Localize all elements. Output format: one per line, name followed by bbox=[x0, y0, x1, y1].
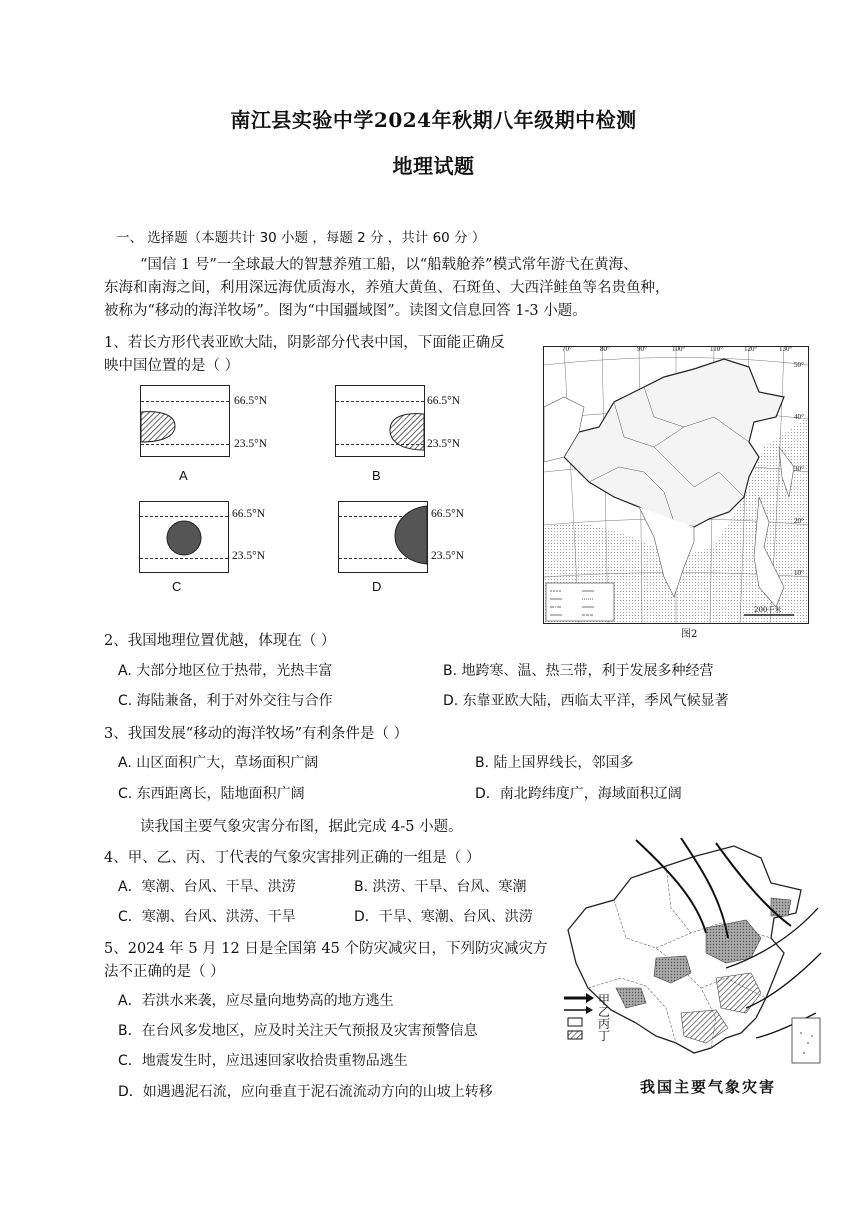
q3-option-b: B. 陆上国界线长，邻国多 bbox=[475, 755, 634, 771]
option-b-lat-south: 23.5°N bbox=[427, 438, 461, 450]
map-right-tick-40: 40° bbox=[794, 413, 804, 421]
q5-stem-line-2: 法不正确的是（ ） bbox=[104, 964, 225, 980]
q5-option-d: D．如遇遇泥石流，应向垂直于泥石流流动方向的山坡上转移 bbox=[118, 1084, 493, 1100]
q2-option-b: B. 地跨寒、温、热三带，利于发展多种经营 bbox=[443, 663, 714, 679]
option-d-lat-south: 23.5°N bbox=[431, 550, 465, 562]
q5-option-c: C．地震发生时，应迅速回家收拾贵重物品逃生 bbox=[118, 1053, 408, 1069]
map-top-tick-100: 100° bbox=[672, 346, 686, 353]
weather-disaster-map bbox=[556, 838, 826, 1078]
map-right-tick-10: 10° bbox=[794, 569, 804, 577]
q2-option-c: C. 海陆兼备，利于对外交往与合作 bbox=[118, 693, 333, 709]
map-scale-label: 200千米 bbox=[754, 606, 782, 614]
q3-option-a: A. 山区面积广大，草场面积广阔 bbox=[118, 755, 319, 771]
q5-stem-line-1: 5、2024 年 5 月 12 日是全国第 45 个防灾减灾日，下列防灾减灾方 bbox=[104, 941, 548, 957]
q2-stem: 2、我国地理位置优越，体现在（ ） bbox=[104, 633, 336, 649]
option-c-label: C bbox=[172, 579, 182, 594]
q2-option-d: D. 东靠亚欧大陆，西临太平洋，季风气候显著 bbox=[443, 693, 729, 709]
q3-stem: 3、我国发展“移动的海洋牧场”有利条件是（ ） bbox=[104, 726, 409, 742]
option-c-lat-north: 66.5°N bbox=[232, 508, 266, 520]
legend-bing: 丙 bbox=[598, 1017, 611, 1031]
option-a-lat-north: 66.5°N bbox=[234, 395, 268, 407]
q3-option-d: D．南北跨纬度广，海域面积辽阔 bbox=[475, 786, 682, 802]
q1-stem-line-2: 映中国位置的是（ ） bbox=[104, 358, 240, 374]
page-subtitle: 地理试题 bbox=[392, 154, 475, 178]
option-a-china-shape bbox=[141, 386, 229, 456]
option-b-label: B bbox=[372, 468, 381, 483]
page-title: 南江县实验中学2024年秋期八年级期中检测 bbox=[230, 108, 637, 132]
disaster-map-drawing bbox=[556, 838, 826, 1078]
intro-line-1: “国信 1 号”一全球最大的智慧养殖工船，以“船载舱养”模式常年游弋在黄海、 bbox=[140, 257, 638, 273]
intro-line-3: 被称为“移动的海洋牧场”。图为“中国疆域图”。读图文信息回答 1-3 小题。 bbox=[104, 303, 587, 319]
option-d-diagram bbox=[338, 501, 428, 573]
q4-option-c: C．寒潮、台风、洪涝、干旱 bbox=[118, 909, 296, 925]
option-d-label: D bbox=[372, 579, 382, 594]
read-instruction: 读我国主要气象灾害分布图，据此完成 4-5 小题。 bbox=[140, 819, 463, 835]
intro-line-2: 东海和南海之间，利用深远海优质海水，养殖大黄鱼、石斑鱼、大西洋鲑鱼等名贵鱼种， bbox=[104, 280, 670, 296]
map-top-tick-130: 130° bbox=[779, 346, 793, 353]
q5-option-a: A．若洪水来袭，应尽量向地势高的地方逃生 bbox=[118, 993, 394, 1009]
map-top-tick-110: 110° bbox=[710, 346, 724, 353]
q5-option-b: B．在台风多发地区，应及时关注天气预报及灾害预警信息 bbox=[118, 1023, 478, 1039]
option-a-diagram bbox=[140, 385, 230, 457]
legend-ding: 丁 bbox=[598, 1029, 611, 1043]
map-top-tick-120: 120° bbox=[744, 346, 758, 353]
option-c-china-shape bbox=[140, 502, 228, 572]
section-heading: 一、 选择题（本题共计 30 小题 ，每题 2 分 ，共计 60 分 ） bbox=[116, 230, 486, 246]
option-d-lat-north: 66.5°N bbox=[431, 508, 465, 520]
map-right-tick-50: 50° bbox=[794, 361, 804, 369]
option-b-lat-north: 66.5°N bbox=[427, 395, 461, 407]
option-c-diagram bbox=[139, 501, 229, 573]
q3-option-c: C. 东西距离长，陆地面积广阔 bbox=[118, 786, 305, 802]
option-a-label: A bbox=[179, 468, 188, 483]
q4-option-d: D．干旱、寒潮、台风、洪涝 bbox=[354, 909, 533, 925]
q4-option-b: B. 洪涝、干旱、台风、寒潮 bbox=[354, 879, 527, 895]
china-territory-map bbox=[543, 346, 809, 624]
q2-option-a: A. 大部分地区位于热带，光热丰富 bbox=[118, 663, 333, 679]
map-right-tick-30: 30° bbox=[794, 465, 804, 473]
q1-stem-line-1: 1、若长方形代表亚欧大陆，阴影部分代表中国，下面能正确反 bbox=[104, 335, 505, 351]
legend-jia: 甲 bbox=[598, 993, 611, 1007]
q4-stem: 4、甲、乙、丙、丁代表的气象灾害排列正确的一组是（ ） bbox=[104, 850, 481, 866]
legend-yi: 乙 bbox=[598, 1005, 611, 1019]
option-b-china-shape bbox=[336, 386, 424, 456]
territory-map-drawing bbox=[544, 347, 808, 623]
option-d-china-shape bbox=[339, 502, 427, 572]
option-c-lat-south: 23.5°N bbox=[232, 550, 266, 562]
map-top-tick-70: 70° bbox=[562, 346, 572, 353]
map-top-tick-80: 80° bbox=[600, 346, 610, 353]
option-b-diagram bbox=[335, 385, 425, 457]
map1-caption: 图2 bbox=[681, 629, 698, 640]
map2-caption: 我国主要气象灾害 bbox=[640, 1078, 777, 1096]
map-top-tick-90: 90° bbox=[637, 346, 647, 353]
option-a-lat-south: 23.5°N bbox=[234, 438, 268, 450]
q4-option-a: A．寒潮、台风、干旱、洪涝 bbox=[118, 879, 296, 895]
map-right-tick-20: 20° bbox=[794, 517, 804, 525]
